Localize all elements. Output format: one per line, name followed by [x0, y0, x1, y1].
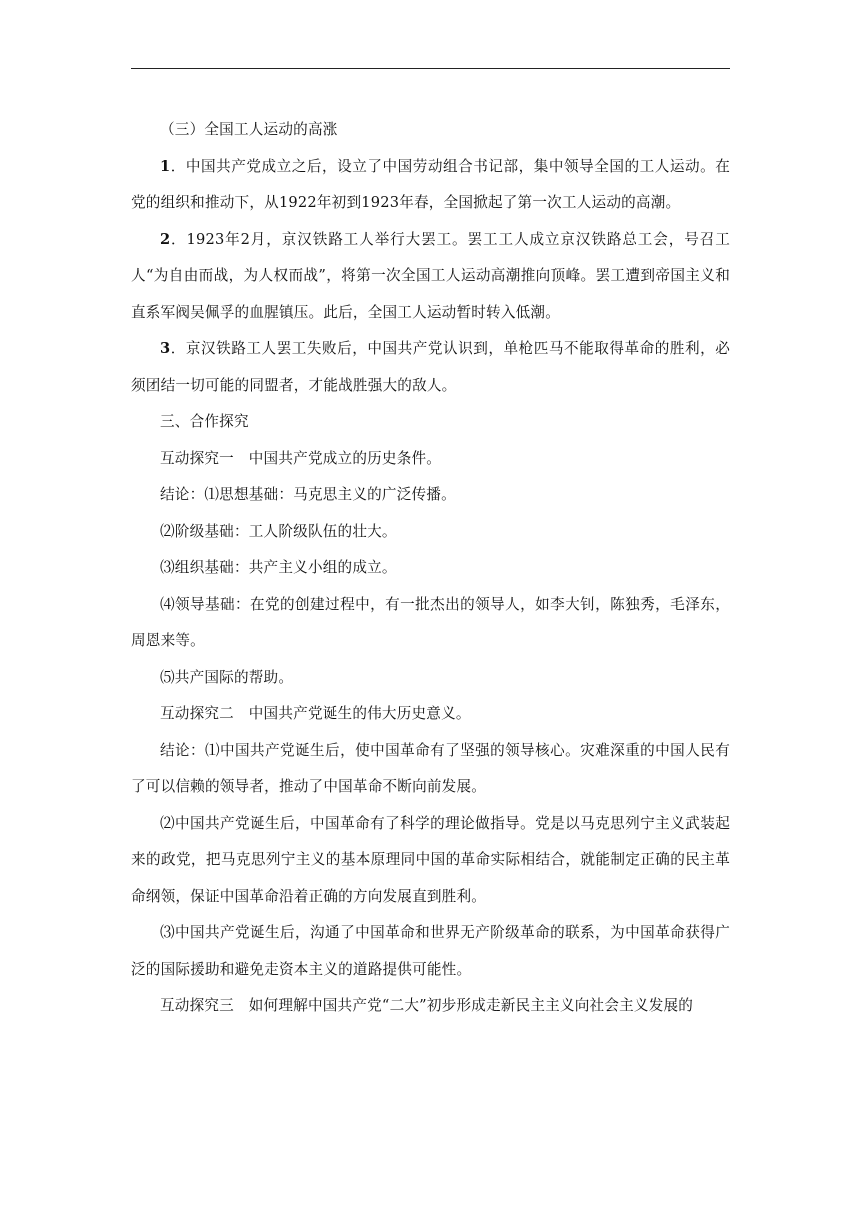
inquiry-three-title: 互动探究三 如何理解中国共产党“二大”初步形成走新民主主义向社会主义发展的 — [160, 997, 694, 1014]
paragraph-item-3: 3．京汉铁路工人罢工失败后，中国共产党认识到，单枪匹马不能取得革命的胜利，必须团结一切可能的同盟者，才能战胜强大的敌人。 — [131, 340, 730, 394]
conclusion-line: ⑸共产国际的帮助。 — [160, 668, 294, 686]
paragraph-item-2: 2．1923年2月，京汉铁路工人举行大罢工。罢工工人成立京汉铁路总工会，号召工人“为自由而战，为人权而战”，将第一次全国工人运动高潮推向顶峰。罢工遭到帝国主义和直系军阀吴佩孚的血腥镇压。此后，全国工人运动暂时转入低潮。 — [131, 230, 730, 321]
conclusion-paragraph: 结论：⑴中国共产党诞生后，使中国革命有了坚强的领导核心。灾难深重的中国人民有了可以信赖的领导者，推动了中国革命不断向前发展。 — [131, 741, 730, 795]
inquiry-two-title: 互动探究二 中国共产党诞生的伟大历史意义。 — [160, 705, 471, 722]
conclusion-line: ⑷领导基础：在党的创建过程中，有一批杰出的领导人，如李大钊，陈独秀，毛泽东，周恩来等。 — [131, 595, 730, 649]
header-rule — [131, 68, 730, 69]
conclusion-line: ⑵阶级基础：工人阶级队伍的壮大。 — [160, 522, 397, 540]
conclusion-line: ⑶组织基础：共产主义小组的成立。 — [160, 559, 397, 576]
conclusion-paragraph: ⑵中国共产党诞生后，中国革命有了科学的理论做指导。党是以马克思列宁主义武装起来的政党，把马克思列宁主义的基本原理同中国的革命实际相结合，就能制定正确的民主革命纲领，保证中国革命沿着正确的方向发展直到胜利。 — [131, 814, 730, 905]
inquiry-one-title: 互动探究一 中国共产党成立的历史条件。 — [160, 449, 442, 467]
section-heading-cooperative-inquiry: 三、合作探究 — [160, 413, 249, 430]
conclusion-line: 结论：⑴思想基础：马克思主义的广泛传播。 — [160, 486, 456, 503]
conclusion-paragraph: ⑶中国共产党诞生后，沟通了中国革命和世界无产阶级革命的联系，为中国革命获得广泛的国际援助和避免走资本主义的道路提供可能性。 — [131, 924, 730, 978]
section-heading-worker-movement: （三）全国工人运动的高涨 — [160, 121, 338, 138]
document-body — [131, 112, 730, 1025]
paragraph-item-1: 1．中国共产党成立之后，设立了中国劳动组合书记部，集中领导全国的工人运动。在党的组织和推动下，从1922年初到1923年春，全国掀起了第一次工人运动的高潮。 — [131, 157, 730, 211]
